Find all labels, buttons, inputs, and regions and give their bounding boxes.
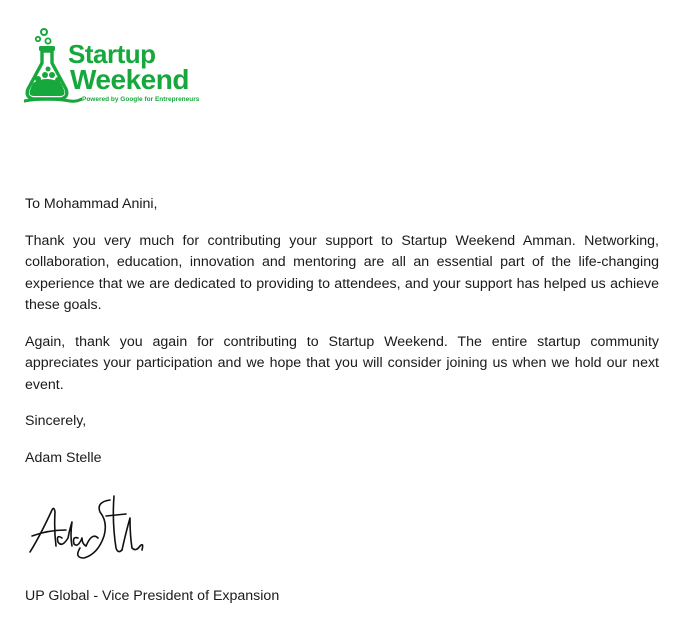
letter-closing: Sincerely, [25,413,87,429]
signer-name: Adam Stelle [25,449,102,466]
startup-weekend-logo [24,27,224,107]
signer-title: UP Global - Vice President of Expansion [25,588,280,604]
letter-paragraph-1: Thank you very much for contributing your support to Startup Weekend Amman. Networking, collaboration, education, innovation and mentoring are all an essential part of the life-changing experience that we are dedicated to providing to attendees, and your support has helped us achieve these goals. [25,232,659,313]
logo-tagline: Powered by Google for Entrepreneurs [82,96,200,103]
logo-title-line1: Startup [68,39,156,69]
handwritten-signature [26,492,146,568]
letter-body [25,194,659,484]
letter-paragraph-2: Again, thank you again for contributing to Startup Weekend. The entire startup community appreciates your participation and we hope that you will consider joining us when we hold our next event. [25,333,659,393]
letter-greeting: To Mohammad Anini, [25,196,158,212]
logo-title-line2: Weekend [70,64,189,95]
